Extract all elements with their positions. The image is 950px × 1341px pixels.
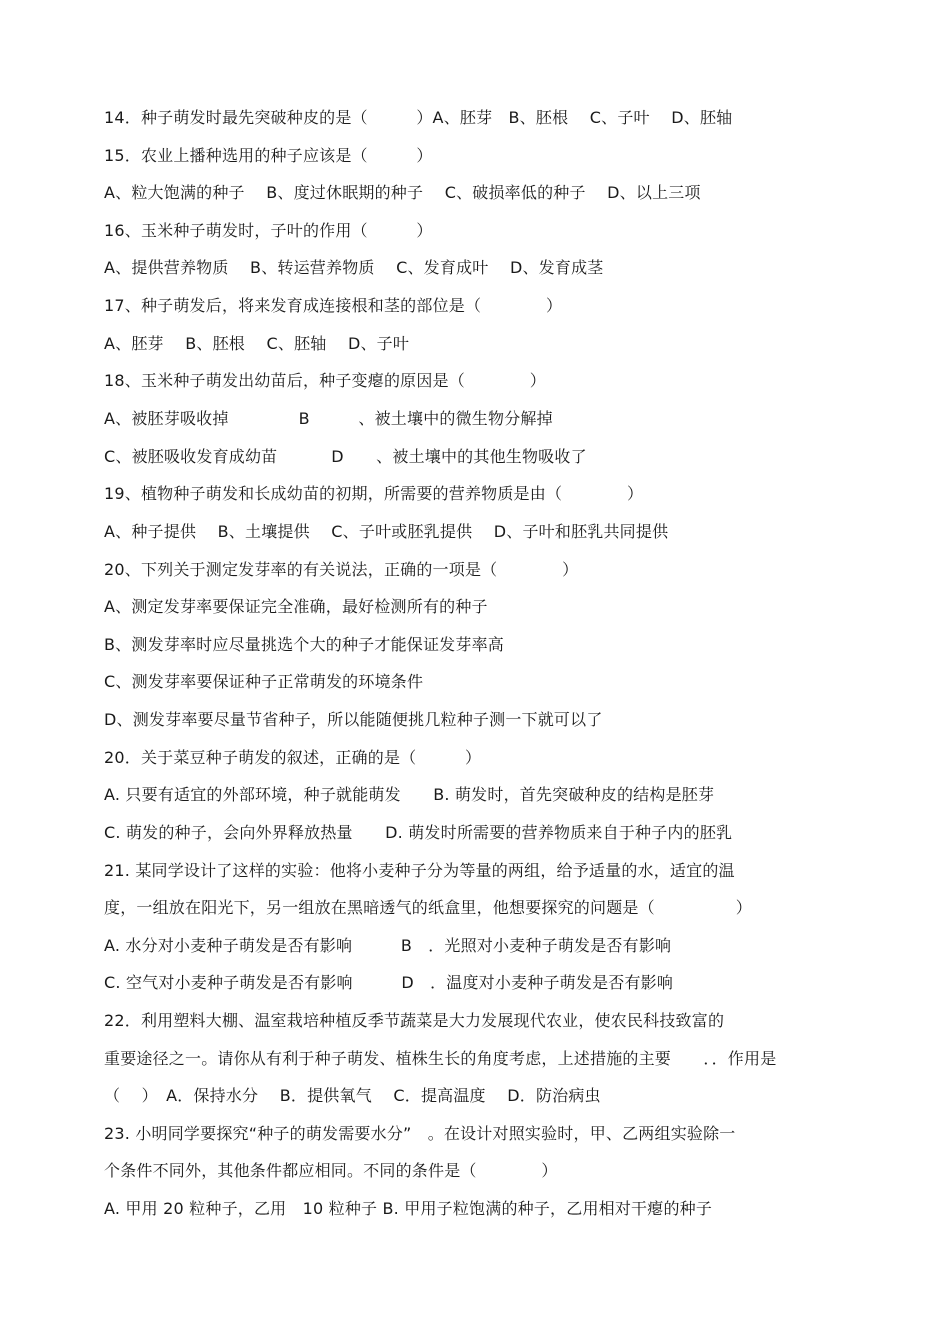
question-16-options: A、提供营养物质 B、转运营养物质 C、发育成叶 D、发育成茎: [104, 258, 604, 277]
question-22-line-1: 22．利用塑料大棚、温室栽培种植反季节蔬菜是大力发展现代农业，使农民科技致富的: [104, 1011, 725, 1030]
question-21-options-cd: C. 空气对小麦种子萌发是否有影响 D ．温度对小麦种子萌发是否有影响: [104, 973, 674, 992]
question-20a-option-c: C、测发芽率要保证种子正常萌发的环境条件: [104, 672, 424, 691]
question-22-options: （ ） A．保持水分 B．提供氧气 C．提高温度 D．防治病虫: [104, 1086, 601, 1105]
question-14-line: 14．种子萌发时最先突破种皮的是（ ）A、胚芽 B、胚根 C、子叶 D、胚轴: [104, 108, 733, 127]
question-21-line-2: 度，一组放在阳光下，另一组放在黑暗透气的纸盒里，他想要探究的问题是（ ）: [104, 898, 753, 917]
question-20a-line: 20、下列关于测定发芽率的有关说法，正确的一项是（ ）: [104, 560, 579, 579]
question-19-options: A、种子提供 B、土壤提供 C、子叶或胚乳提供 D、子叶和胚乳共同提供: [104, 522, 669, 541]
question-20a-option-b: B、测发芽率时应尽量挑选个大的种子才能保证发芽率高: [104, 635, 504, 654]
question-20a-option-a: A、测定发芽率要保证完全准确，最好检测所有的种子: [104, 597, 488, 616]
question-22-line-2: 重要途径之一。请你从有利于种子萌发、植株生长的角度考虑，上述措施的主要 ．．作用是: [104, 1049, 777, 1068]
question-20b-options-cd: C. 萌发的种子，会向外界释放热量 D. 萌发时所需要的营养物质来自于种子内的胚乳: [104, 823, 733, 842]
question-18-line: 18、玉米种子萌发出幼苗后，种子变瘪的原因是（ ）: [104, 371, 546, 390]
question-16-line: 16、玉米种子萌发时，子叶的作用（ ）: [104, 221, 433, 240]
question-20b-line: 20．关于菜豆种子萌发的叙述，正确的是（ ）: [104, 748, 482, 767]
question-23-line-2: 个条件不同外，其他条件都应相同。不同的条件是（ ）: [104, 1161, 558, 1180]
question-17-options: A、胚芽 B、胚根 C、胚轴 D、子叶: [104, 334, 410, 353]
question-23-options-ab: A. 甲用 20 粒种子，乙用 10 粒种子 B. 甲用子粒饱满的种子，乙用相对干瘪的种子: [104, 1199, 713, 1218]
question-18-options-ab: A、被胚芽吸收掉 B 、被土壤中的微生物分解掉: [104, 409, 553, 428]
question-17-line: 17、种子萌发后，将来发育成连接根和茎的部位是（ ）: [104, 296, 563, 315]
question-19-line: 19、植物种子萌发和长成幼苗的初期，所需要的营养物质是由（ ）: [104, 484, 644, 503]
question-21-options-ab: A. 水分对小麦种子萌发是否有影响 B ．光照对小麦种子萌发是否有影响: [104, 936, 672, 955]
question-18-options-cd: C、被胚吸收发育成幼苗 D 、被土壤中的其他生物吸收了: [104, 447, 587, 466]
question-20a-option-d: D、测发芽率要尽量节省种子，所以能随便挑几粒种子测一下就可以了: [104, 710, 603, 729]
question-23-line-1: 23. 小明同学要探究“种子的萌发需要水分” 。在设计对照实验时，甲、乙两组实验除一: [104, 1124, 736, 1143]
question-15-line: 15．农业上播种选用的种子应该是（ ）: [104, 146, 433, 165]
question-20b-options-ab: A. 只要有适宜的外部环境，种子就能萌发 B. 萌发时，首先突破种皮的结构是胚芽: [104, 785, 715, 804]
question-21-line-1: 21. 某同学设计了这样的实验：他将小麦种子分为等量的两组，给予适量的水，适宜的温: [104, 861, 735, 880]
question-15-options: A、粒大饱满的种子 B、度过休眠期的种子 C、破损率低的种子 D、以上三项: [104, 183, 701, 202]
